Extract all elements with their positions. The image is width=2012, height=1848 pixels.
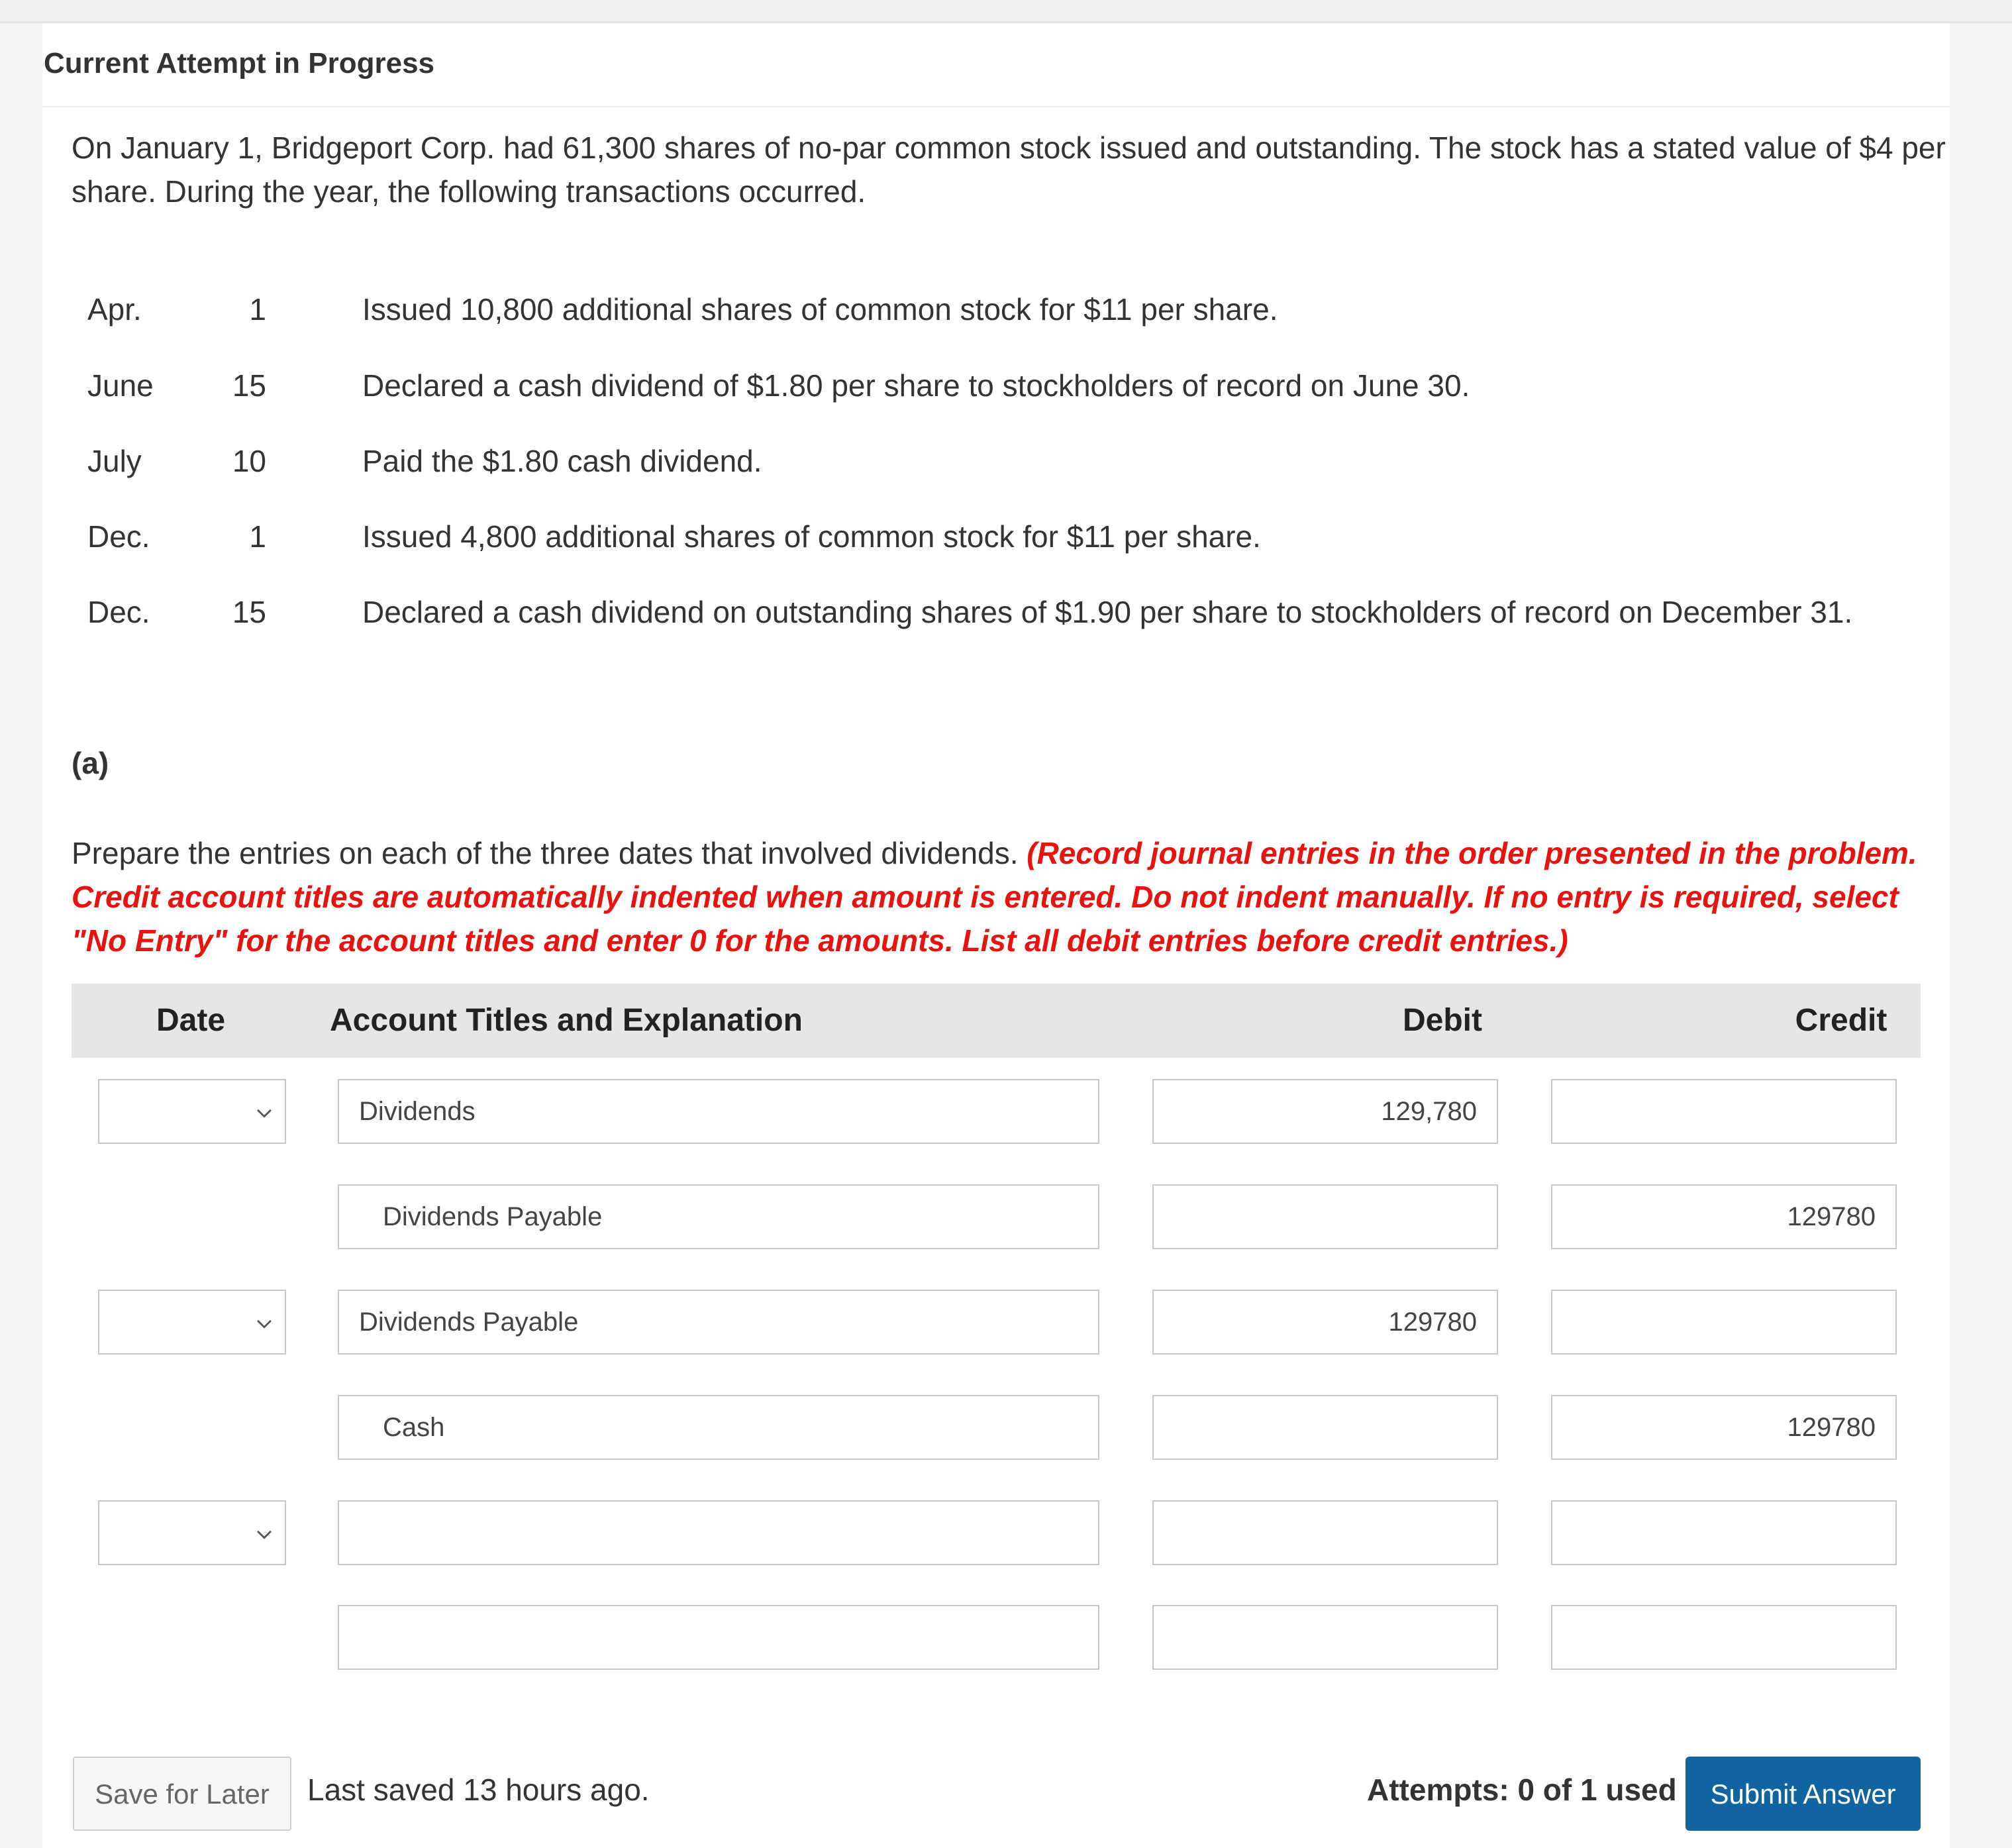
transaction-month: June [87,368,154,403]
attempts-counter: Attempts: 0 of 1 used [1367,1772,1677,1807]
transaction-day: 1 [249,292,266,327]
credit-input[interactable] [1551,1079,1897,1144]
date-select[interactable] [98,1079,286,1144]
column-header-date: Date [156,1003,226,1038]
debit-input[interactable]: 129780 [1152,1290,1498,1355]
chevron-down-icon [253,1102,276,1124]
save-for-later-button[interactable]: Save for Later [73,1757,291,1831]
last-saved-status: Last saved 13 hours ago. [307,1772,650,1807]
transaction-day: 1 [249,519,266,554]
account-title-input[interactable]: Dividends [338,1079,1099,1144]
transaction-month: Dec. [87,519,150,554]
instructions-note: (Record journal entries in the order presented in the problem. Credit account titles are automatically indented when amount is entered. Do not indent manually. If no entry is required, select "No Entry" for the account titles and enter 0 for the amounts. List all debit entries before credit entries.) [72,836,1917,958]
debit-input[interactable] [1152,1184,1498,1249]
date-select[interactable] [98,1500,286,1565]
credit-input[interactable] [1551,1500,1897,1565]
column-header-debit: Debit [1403,1003,1482,1038]
transaction-description: Declared a cash dividend on outstanding shares of $1.90 per share to stockholders of record on December 31. [362,595,1853,629]
transaction-description: Declared a cash dividend of $1.80 per share to stockholders of record on June 30. [362,368,1470,403]
panel-header [42,23,1950,107]
transaction-month: July [87,444,142,478]
credit-input[interactable]: 129780 [1551,1395,1897,1460]
date-select[interactable] [98,1290,286,1355]
instructions-lead: Prepare the entries on each of the three dates that involved dividends. [72,836,1019,870]
account-title-input[interactable]: Cash [338,1395,1099,1460]
page-title: Current Attempt in Progress [44,47,435,79]
debit-input[interactable] [1152,1605,1498,1670]
transaction-day: 15 [232,368,266,403]
top-bar [0,0,2012,23]
column-header-account: Account Titles and Explanation [330,1003,803,1038]
account-title-input[interactable] [338,1605,1099,1670]
credit-input[interactable]: 129780 [1551,1184,1897,1249]
transaction-day: 15 [232,595,266,629]
transaction-day: 10 [232,444,266,478]
question-panel [42,23,1950,1848]
transaction-month: Dec. [87,595,150,629]
chevron-down-icon [253,1523,276,1545]
transaction-month: Apr. [87,292,142,327]
account-title-input[interactable]: Dividends Payable [338,1290,1099,1355]
account-title-input[interactable]: Dividends Payable [338,1184,1099,1249]
chevron-down-icon [253,1312,276,1335]
credit-input[interactable] [1551,1605,1897,1670]
debit-input[interactable] [1152,1395,1498,1460]
debit-input[interactable]: 129,780 [1152,1079,1498,1144]
credit-input[interactable] [1551,1290,1897,1355]
transaction-description: Issued 10,800 additional shares of common stock for $11 per share. [362,292,1278,327]
instructions [72,831,1959,962]
submit-answer-button[interactable]: Submit Answer [1685,1757,1921,1831]
transaction-description: Paid the $1.80 cash dividend. [362,444,762,478]
account-title-input[interactable] [338,1500,1099,1565]
column-header-credit: Credit [1795,1003,1887,1038]
journal-table-header [72,984,1921,1058]
problem-statement: On January 1, Bridgeport Corp. had 61,300 shares of no-par common stock issued and outstanding. The stock has a stated value of $4 per share. During the year, the following transactions occurred. [72,130,1946,209]
transaction-description: Issued 4,800 additional shares of common stock for $11 per share. [362,519,1261,554]
debit-input[interactable] [1152,1500,1498,1565]
part-label: (a) [72,746,109,780]
